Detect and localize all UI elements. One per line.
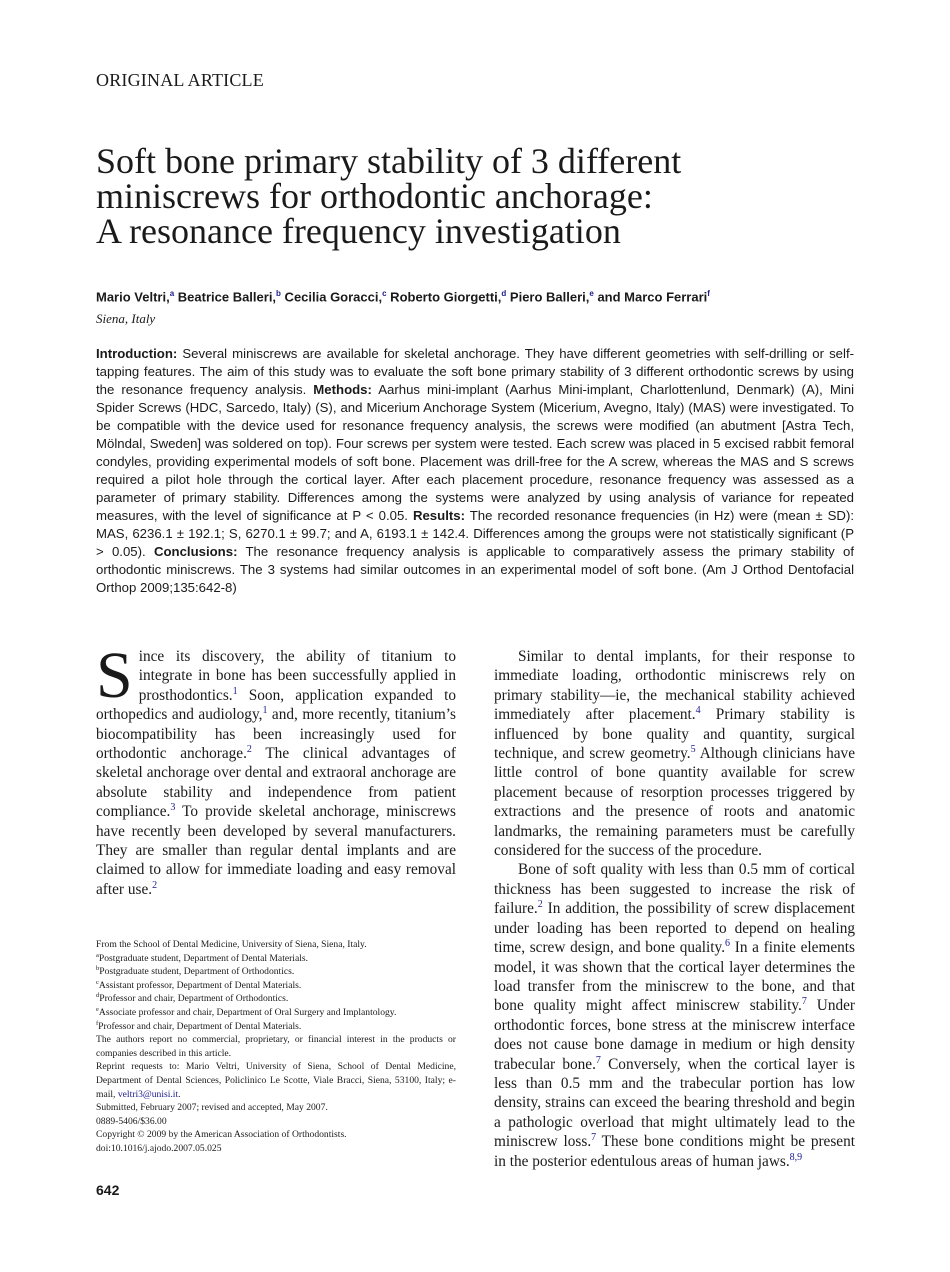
abstract-methods-label: Methods: bbox=[313, 382, 372, 397]
abstract-conclusions-text: The resonance frequency analysis is applicable to comparatively assess the primary stability of orthodontic miniscrews. The 3 systems had similar outcomes in an experimental model of soft bone. (Am J Orthod Dentofacial Orthop 2009;135:642-8) bbox=[96, 544, 854, 595]
abstract-results-text: The recorded resonance frequencies (in Hz) were (mean ± SD): MAS, 6236.1 ± 192.1; S, 6270.1 ± 99.7; and A, 6193.1 ± 142.4. Differences among the groups were not statistically significant (P > 0.05). bbox=[96, 508, 854, 559]
footnote-affiliation: $^e$Associate professor and chair, Department of Oral Surgery and Implantology. bbox=[96, 1005, 397, 1018]
reference-link[interactable]: 6 bbox=[725, 938, 731, 949]
body-text: Primary stability is influenced by bone quality and quantity, surgical technique, and screw geometry. bbox=[494, 706, 856, 763]
author-list bbox=[96, 289, 856, 304]
body-text: ince its discovery, the ability of titanium to integrate in bone has been successfully applied in prosthodontics. bbox=[138, 648, 456, 704]
reference-link[interactable]: 2 bbox=[537, 899, 543, 911]
abstract-intro-label: Introduction: bbox=[96, 346, 178, 361]
reference-link[interactable]: 7 bbox=[595, 1054, 601, 1066]
footnote-affiliation: $^a$Postgraduate student, Department of Dental Materials. bbox=[96, 951, 309, 964]
footnote-submitted: Submitted, February 2007; revised and accepted, May 2007. bbox=[96, 1102, 328, 1114]
footnote-affiliation: $^f$Professor and chair, Department of Dental Materials. bbox=[96, 1019, 302, 1032]
affiliation-link[interactable]: b bbox=[276, 289, 281, 298]
affiliation-link[interactable]: a bbox=[169, 289, 175, 298]
affiliation-link[interactable]: c bbox=[382, 289, 387, 298]
reference-link[interactable]: 8,9 bbox=[789, 1151, 803, 1163]
body-text: Although clinicians have little control of bone quantity available for screw placement because of resorption processes triggered by extractions and the presence of roots and anatomic landmarks, the remaining parameters must be carefully considered for the success of the procedure. bbox=[494, 745, 855, 860]
body-text: In a finite elements model, it was shown that the cortical layer determines the load transfer from the miniscrew to the bone, and that bone quality might affect miniscrew stability. bbox=[494, 939, 855, 1015]
author-name: Cecilia Goracci, bbox=[280, 289, 383, 305]
footnote-from: From the School of Dental Medicine, University of Siena, Siena, Italy. bbox=[96, 939, 367, 950]
body-text: The clinical advantages of skeletal anchorage over dental and extraoral anchorage are absolute stability and independence from patient compliance. bbox=[96, 745, 456, 821]
body-column-right bbox=[494, 647, 855, 1171]
reference-link[interactable]: 2 bbox=[246, 743, 252, 755]
footnote-reprint: Reprint requests to: Mario Veltri, University of Siena, School of Dental Medicine, Department of Dental Sciences, Policlinico Le Scotte, Viale Bracci, Siena, 53100, Italy; e-mail, veltri3@unisi.it. bbox=[96, 1061, 456, 1100]
body-text: Conversely, when the cortical layer is less than 0.5 mm and the trabecular portion has low density, strains can exceed the bearing threshold and begin a pathologic overload that might ultimately lead to the miniscrew loss. bbox=[494, 1055, 856, 1151]
reference-link[interactable]: 1 bbox=[232, 685, 238, 697]
footnote-issn: 0889-5406/$36.00 bbox=[96, 1115, 167, 1127]
title-line: miniscrews for orthodontic anchorage: bbox=[96, 176, 653, 216]
reference-link[interactable]: 7 bbox=[801, 996, 807, 1008]
affiliation-link[interactable]: e bbox=[589, 289, 594, 298]
abstract bbox=[96, 345, 854, 597]
footnotes bbox=[96, 938, 456, 1156]
footnote-affiliation: $^d$Professor and chair, Department of Orthodontics. bbox=[96, 992, 289, 1005]
author-name: and Marco Ferrari bbox=[593, 289, 708, 305]
article-title bbox=[96, 141, 816, 251]
title-line: Soft bone primary stability of 3 different bbox=[96, 141, 682, 181]
body-text: Similar to dental implants, for their response to immediate loading, orthodontic miniscrews rely on primary stability—ie, the mechanical stability achieved immediately after placement. bbox=[494, 648, 855, 724]
body-paragraph bbox=[494, 647, 855, 860]
footnote-copyright: Copyright © 2009 by the American Association of Orthodontists. bbox=[96, 1129, 347, 1141]
affiliation-link[interactable]: d bbox=[501, 289, 507, 298]
footnote-affiliation: $^b$Postgraduate student, Department of Orthodontics. bbox=[96, 965, 295, 978]
reference-link[interactable]: 7 bbox=[591, 1132, 597, 1144]
body-paragraph bbox=[96, 639, 456, 899]
body-paragraph bbox=[494, 860, 855, 1171]
abstract-intro-text: Several miniscrews are available for skeletal anchorage. They have different geometries with self-drilling or self-tapping features. The aim of this study was to evaluate the soft bone primary stability of 3 different orthodontic screws by using the resonance frequency analysis. bbox=[96, 346, 854, 397]
section-label: ORIGINAL ARTICLE bbox=[96, 70, 264, 90]
reference-link[interactable]: 5 bbox=[690, 743, 696, 755]
reference-link[interactable]: 4 bbox=[695, 705, 701, 717]
abstract-conclusions-label: Conclusions: bbox=[153, 544, 238, 559]
email-link[interactable]: veltri3@unisi.it bbox=[117, 1088, 179, 1100]
abstract-results-label: Results: bbox=[412, 508, 465, 523]
body-text: In addition, the possibility of screw displacement under loading has been reported to depend on healing time, screw design, and bone quality. bbox=[494, 900, 855, 957]
title-line: A resonance frequency investigation bbox=[96, 211, 621, 251]
body-text: These bone conditions might be present in the posterior edentulous areas of human jaws. bbox=[494, 1133, 855, 1170]
body-text: To provide skeletal anchorage, miniscrews have recently been developed by several manufacturers. They are smaller than regular dental implants and are claimed to allow for immediate loading and easy removal after use. bbox=[96, 803, 456, 898]
author-name: Piero Balleri, bbox=[506, 289, 590, 305]
body-text: Under orthodontic forces, bone stress at the miniscrew interface does not cause bone damage in medium or high density trabecular bone. bbox=[494, 997, 855, 1073]
author-name: Beatrice Balleri, bbox=[174, 289, 277, 305]
footnote-disclosure: The authors report no commercial, proprietary, or financial interest in the products or companies described in this article. bbox=[96, 1034, 456, 1059]
body-text: Soon, application expanded to orthopedics and audiology, bbox=[96, 686, 456, 724]
body-text: Bone of soft quality with less than 0.5 mm of cortical thickness has been suggested to increase the risk of failure. bbox=[494, 861, 855, 918]
author-location: Siena, Italy bbox=[96, 311, 156, 326]
reference-link[interactable]: 1 bbox=[262, 705, 268, 717]
page-number: 642 bbox=[96, 1182, 120, 1198]
body-column-left bbox=[96, 639, 456, 899]
reference-link[interactable]: 3 bbox=[170, 802, 176, 814]
footnote-affiliation: $^c$Assistant professor, Department of Dental Materials. bbox=[96, 978, 302, 991]
affiliation-link[interactable]: f bbox=[707, 289, 710, 298]
doi-link[interactable]: doi:10.1016/j.ajodo.2007.05.025 bbox=[96, 1142, 222, 1154]
body-text: and, more recently, titanium’s biocompatibility has been increasingly used for orthodontic anchorage. bbox=[96, 706, 456, 763]
reference-link[interactable]: 2 bbox=[152, 879, 158, 891]
abstract-methods-text: Aarhus mini-implant (Aarhus Mini-implant, Charlottenlund, Denmark) (A), Mini Spider Screws (HDC, Sarcedo, Italy) (S), and Micerium Anchorage System (Micerium, Avegno, Italy) (MAS) were investigated. To be compatible with the device used for resonance frequency analysis, the screws were modified (an abutment [Astra Tech, Mölndal, Sweden] was soldered on top). Four screws per system were tested. Each screw was placed in 5 excised rabbit femoral condyles, providing experimental models of soft bone. Placement was drill-free for the A screw, whereas the MAS and S screws required a pilot hole through the cortical layer. After each placement procedure, resonance frequency was assessed as a parameter of primary stability. Differences among the systems were analyzed by using analysis of variance for repeated measures, with the level of significance at P < 0.05. bbox=[96, 382, 855, 523]
drop-cap: S bbox=[96, 639, 133, 712]
author-name: Roberto Giorgetti, bbox=[386, 289, 502, 305]
author-name: Mario Veltri, bbox=[96, 289, 170, 305]
